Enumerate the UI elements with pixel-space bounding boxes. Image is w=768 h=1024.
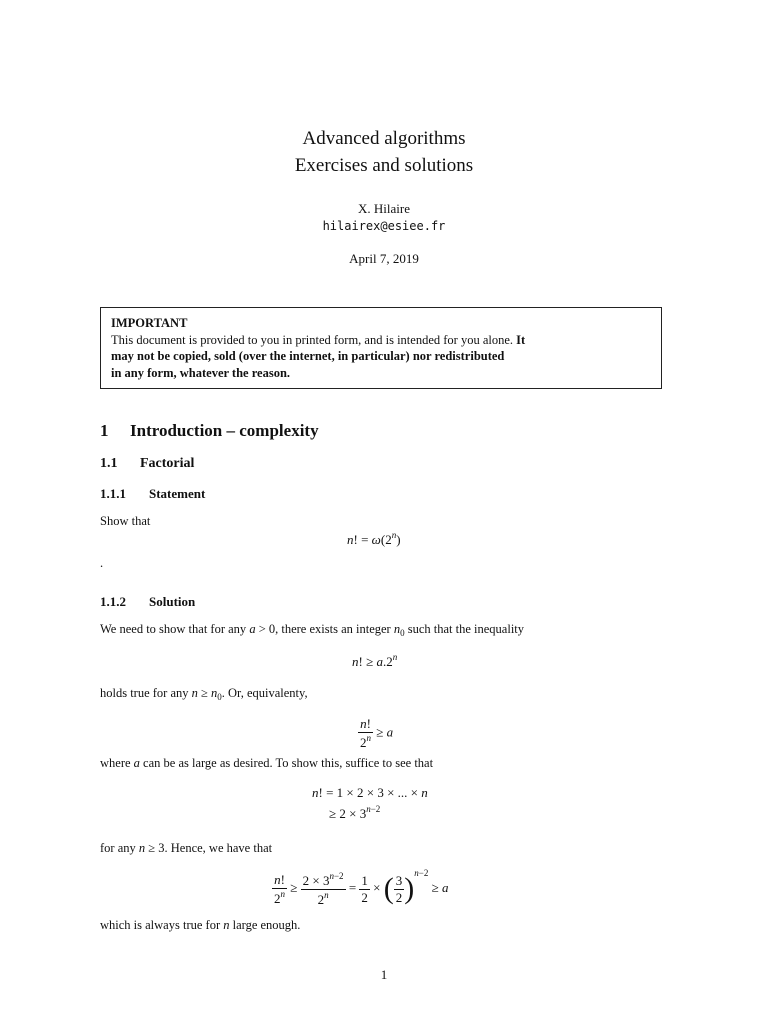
notice-heading: IMPORTANT	[111, 316, 188, 330]
section-1-1-heading: 1.1 Factorial	[100, 456, 195, 471]
author-email: hilairex@esiee.fr	[322, 219, 446, 233]
equation-inequality: n! ≥ $a.2^n$	[352, 652, 398, 669]
solution-paragraph-2: holds true for any $n \ge n_0$. Or, equivalenty,	[100, 686, 308, 702]
solution-paragraph-3: where a can be as large as desired. To show this, suffice to see that	[100, 756, 434, 770]
page-number: 1	[380, 967, 388, 982]
equation-product-line2: ≥ $2 \times 3^{n-2}$	[329, 804, 381, 821]
equation-factorial-omega: n! = $\omega(2^n)$	[347, 530, 401, 547]
solution-paragraph-4: for any n ≥ 3. Hence, we have that	[100, 841, 273, 855]
author-name: X. Hilaire	[358, 201, 410, 216]
solution-paragraph-5: which is always true for n large enough.	[100, 918, 301, 932]
important-notice-box	[100, 307, 662, 389]
section-1-heading: 1 Introduction – complexity	[100, 421, 319, 440]
statement-dot: .	[100, 556, 104, 570]
equation-product-line1: n! = 1 × 2 × 3 × ... × n	[312, 785, 428, 800]
doc-title-line1: Advanced algorithms	[302, 128, 466, 149]
section-1-1-2-heading: 1.1.2 Solution	[100, 594, 196, 609]
doc-date: April 7, 2019	[349, 251, 419, 266]
notice-text: This document is provided to you in printed form, and is intended for you alone. It may not be copied, sold (over the internet, in particular) nor redistributed in any form, whatever the reason.	[111, 332, 526, 380]
doc-title-line2: Exercises and solutions	[294, 155, 474, 176]
equation-ratio: $\frac{n!}{2^n}$ ≥ a	[360, 716, 394, 750]
equation-final: $\frac{n!}{2^n}$ ≥ $\frac{2 \times 3^{n-2}}{2^n}$ = $\frac{1}{2}$ × ( $\frac{3}{2}$ )$^{n-2}$ ≥ a	[274, 868, 449, 907]
solution-paragraph-1: We need to show that for any a > 0, there exists an integer $n_0$ such that the inequality	[100, 622, 525, 638]
statement-text: Show that	[100, 514, 151, 528]
section-1-1-1-heading: 1.1.1 Statement	[100, 486, 206, 501]
